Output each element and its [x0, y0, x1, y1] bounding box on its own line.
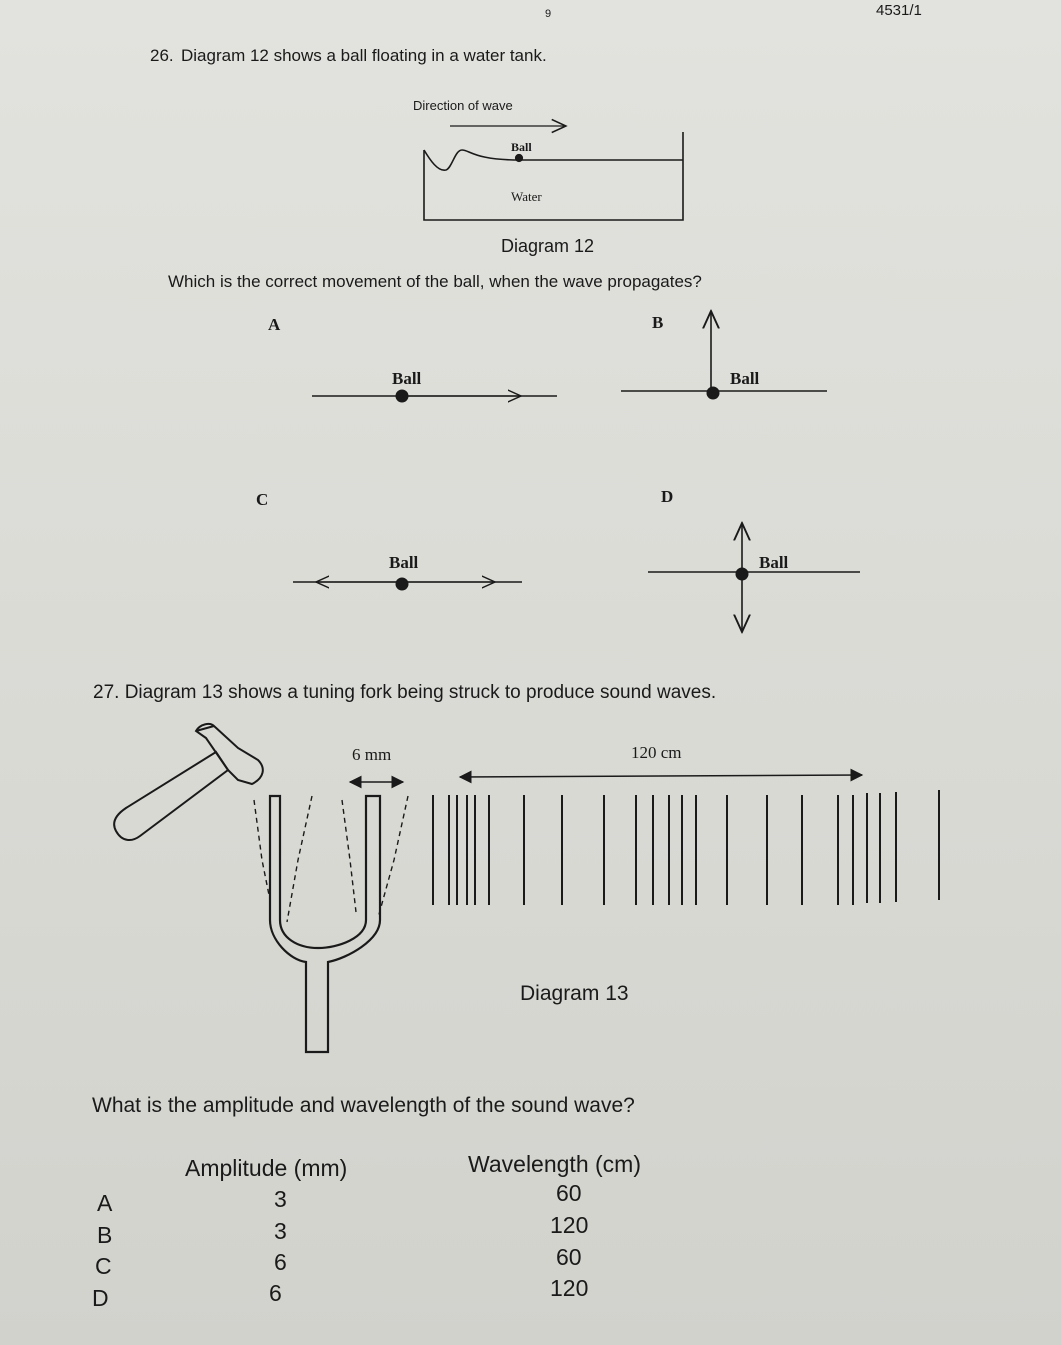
sound-wave-lines [433, 790, 939, 905]
q27-text: 27. Diagram 13 shows a tuning fork being struck to produce sound waves. [93, 682, 717, 703]
row-b-wavelength: 120 [550, 1212, 589, 1238]
row-b-amplitude: 3 [274, 1218, 287, 1244]
row-c-letter: C [95, 1253, 112, 1279]
q26-number: 26. [150, 46, 174, 65]
row-a-amplitude: 3 [274, 1186, 287, 1212]
q27-question: What is the amplitude and wavelength of the sound wave? [92, 1094, 635, 1117]
option-a-diagram [312, 390, 557, 402]
wavelength-length-arrow [460, 775, 862, 777]
water-wave-surface [424, 150, 683, 170]
header-amplitude: Amplitude (mm) [185, 1155, 348, 1181]
length-120cm-label: 120 cm [631, 743, 682, 762]
option-b-ball [707, 387, 719, 399]
direction-of-wave-label: Direction of wave [413, 98, 513, 113]
paper-code: 4531/1 [876, 2, 922, 19]
option-a-letter: A [268, 315, 281, 334]
tank-ball-label: Ball [511, 140, 532, 154]
row-a-letter: A [97, 1190, 113, 1216]
amplitude-6mm-label: 6 mm [352, 745, 392, 764]
row-d-amplitude: 6 [269, 1280, 282, 1306]
diagram-12-caption: Diagram 12 [501, 236, 595, 256]
option-c-ball [396, 578, 408, 590]
row-a-wavelength: 60 [556, 1180, 582, 1206]
header-wavelength: Wavelength (cm) [468, 1151, 641, 1177]
tank-outline [424, 132, 683, 220]
row-b-letter: B [97, 1222, 113, 1248]
fork-vibration-right [342, 800, 356, 912]
row-d-wavelength: 120 [550, 1275, 589, 1301]
q26-text: Diagram 12 shows a ball floating in a water tank. [181, 46, 547, 65]
q26-question: Which is the correct movement of the ball, when the wave propagates? [168, 272, 702, 291]
option-c-diagram [293, 578, 522, 590]
option-c-ball-label: Ball [389, 553, 419, 572]
option-d-letter: D [661, 487, 674, 506]
option-b-ball-label: Ball [730, 369, 760, 388]
water-label: Water [511, 189, 542, 204]
diagram-13-caption: Diagram 13 [520, 982, 629, 1005]
option-c-letter: C [256, 490, 269, 509]
tank-ball [515, 154, 522, 161]
page-number: 9 [545, 8, 552, 20]
tuning-fork-icon [254, 796, 408, 1052]
option-a-ball [396, 390, 408, 402]
hammer-icon [114, 724, 263, 840]
option-d-diagram [648, 523, 860, 632]
row-c-wavelength: 60 [556, 1244, 582, 1270]
fork-vibration-left [254, 800, 270, 900]
option-d-ball-label: Ball [759, 553, 789, 572]
row-d-letter: D [92, 1285, 109, 1311]
water-tank [424, 126, 683, 220]
row-c-amplitude: 6 [274, 1249, 287, 1275]
option-b-letter: B [652, 313, 664, 332]
option-a-ball-label: Ball [392, 369, 422, 388]
option-d-ball [736, 568, 748, 580]
option-b-diagram [621, 311, 827, 399]
